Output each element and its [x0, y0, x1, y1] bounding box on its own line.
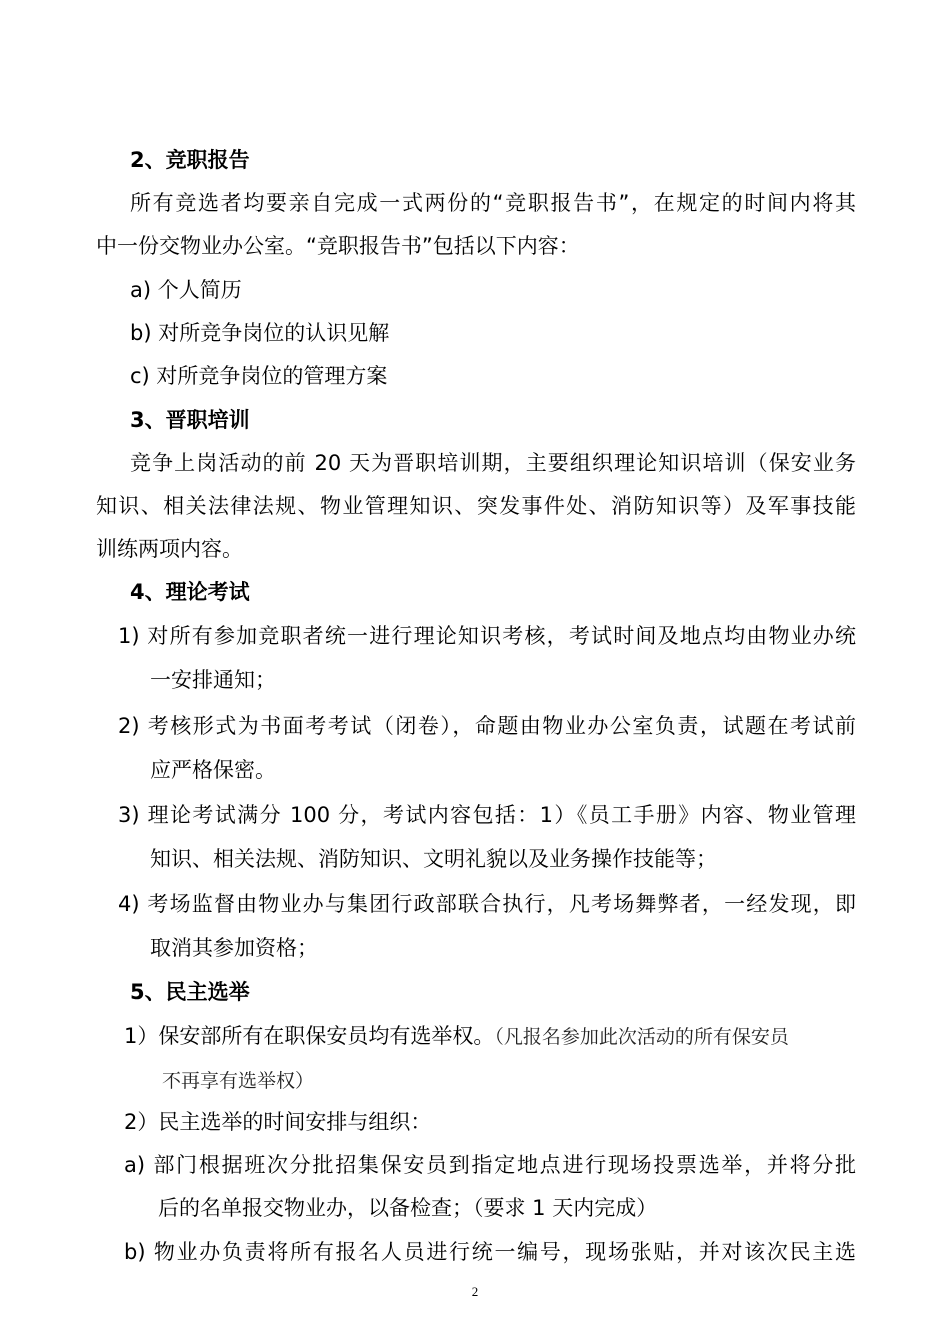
list-item: c) 对所竞争岗位的管理方案	[130, 364, 388, 388]
sub-list-item-continuation: 后的名单报交物业办，以备检查；（要求 1 天内完成）	[158, 1196, 658, 1220]
list-item: 2) 考核形式为书面考考试（闭卷），命题由物业办公室负责，试题在考试前	[118, 714, 856, 738]
list-item: 4) 考场监督由物业办与集团行政部联合执行，凡考场舞弊者，一经发现，即	[118, 892, 856, 916]
list-item-continuation: 知识、相关法规、消防知识、文明礼貌以及业务操作技能等；	[150, 847, 717, 871]
paragraph-line: 所有竞选者均要亲自完成一式两份的“竞职报告书”，在规定的时间内将其	[130, 191, 856, 215]
list-item: 3) 理论考试满分 100 分，考试内容包括：1）《员工手册》内容、物业管理	[118, 803, 856, 827]
sub-list-item: a) 部门根据班次分批招集保安员到指定地点进行现场投票选举，并将分批	[124, 1153, 856, 1177]
list-item-continuation: 一安排通知；	[150, 668, 276, 692]
list-item: 1) 对所有参加竞职者统一进行理论知识考核，考试时间及地点均由物业办统	[118, 624, 856, 648]
paragraph-line: 知识、相关法律法规、物业管理知识、突发事件处、消防知识等）及军事技能	[96, 494, 856, 518]
list-item: a) 个人简历	[130, 278, 242, 302]
paragraph-line: 中一份交物业办公室。“竞职报告书”包括以下内容：	[96, 234, 580, 258]
list-item: b) 对所竞争岗位的认识见解	[130, 321, 390, 345]
section-heading-2: 2、竞职报告	[130, 148, 250, 172]
paragraph-line: 竞争上岗活动的前 20 天为晋职培训期，主要组织理论知识培训（保安业务	[130, 451, 856, 475]
section-heading-3: 3、晋职培训	[130, 408, 250, 432]
section-heading-5: 5、民主选举	[130, 980, 250, 1004]
paragraph-line: 训练两项内容。	[96, 537, 243, 561]
list-item-continuation: 取消其参加资格；	[150, 936, 318, 960]
list-item-note-continuation: 不再享有选举权）	[162, 1070, 315, 1092]
list-item-continuation: 应严格保密。	[150, 758, 276, 782]
list-item	[124, 1021, 789, 1051]
section-heading-4: 4、理论考试	[130, 580, 250, 604]
page-number: 2	[471, 1284, 479, 1299]
list-item: 2）民主选举的时间安排与组织：	[124, 1110, 432, 1134]
list-item-main-text: 1）保安部所有在职保安员均有选举权。	[124, 1024, 495, 1048]
sub-list-item: b) 物业办负责将所有报名人员进行统一编号，现场张贴，并对该次民主选	[124, 1240, 856, 1264]
list-item-note: （凡报名参加此次活动的所有保安员	[494, 1026, 789, 1048]
